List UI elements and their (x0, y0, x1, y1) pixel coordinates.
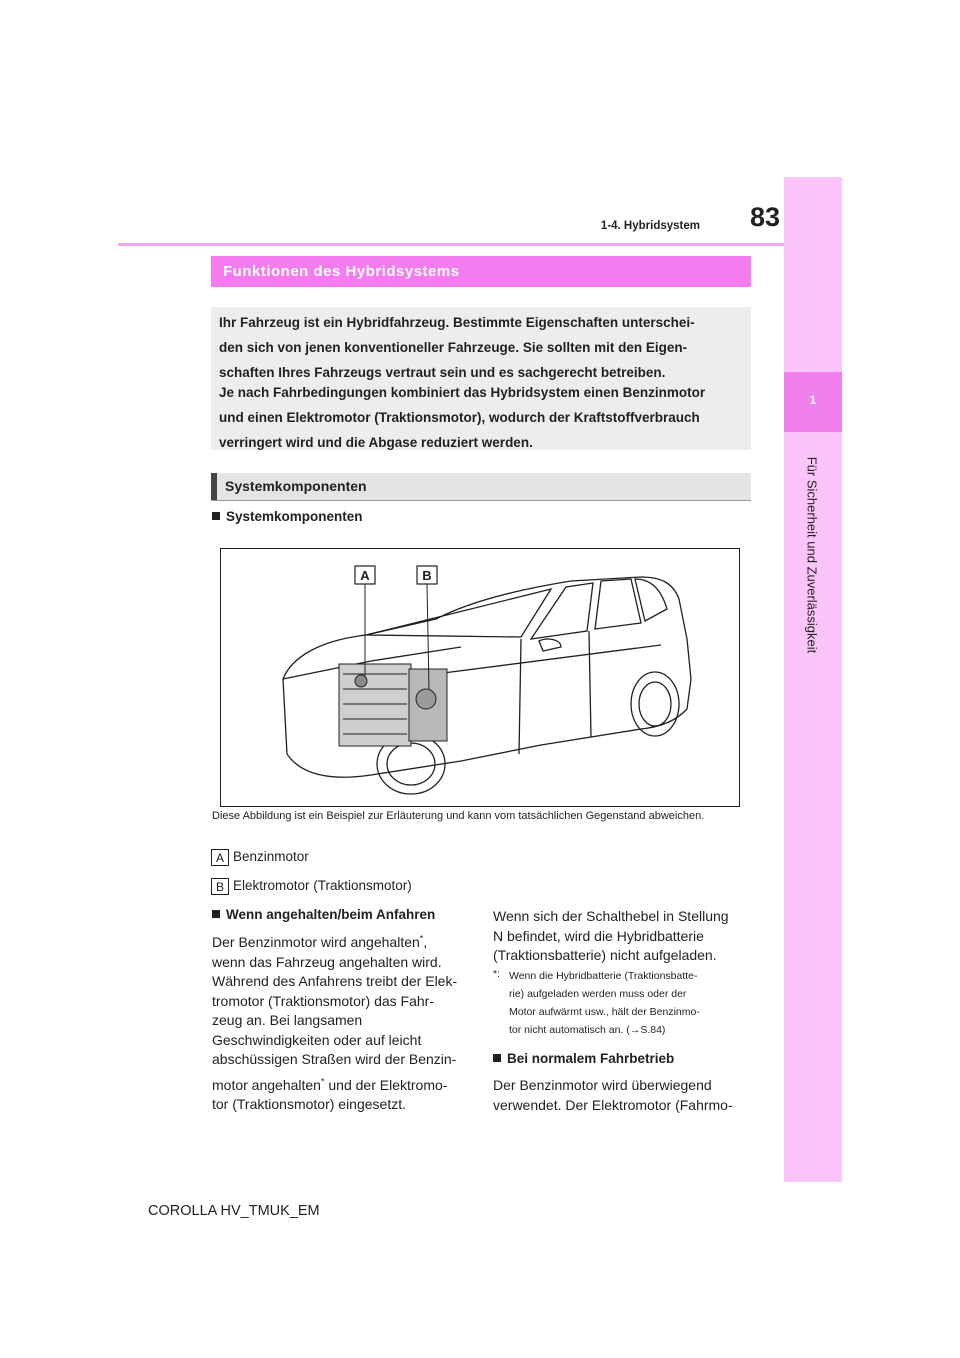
side-tab (784, 177, 842, 1182)
body-comma: , (423, 934, 428, 950)
footnote (493, 967, 753, 1039)
body-line (212, 933, 482, 953)
components-heading-text: Systemkomponenten (225, 478, 367, 494)
intro-line: verringert wird und die Abgase reduziert werden. (219, 435, 533, 450)
intro-line: schaften Ihres Fahrzeugs vertraut sein und es sachgerecht betreiben. (219, 365, 666, 380)
body-line: (Traktionsbatterie) nicht aufgeladen. (493, 947, 717, 963)
legend-key: A (211, 849, 229, 866)
footnote-marker: *: (493, 968, 501, 980)
body-line: zeug an. Bei langsamen (212, 1012, 363, 1028)
body-line-text: motor angehalten (212, 1076, 321, 1093)
chapter-number: 1 (809, 393, 817, 407)
right-body (493, 907, 753, 966)
page-reference[interactable]: S.84) (640, 1024, 666, 1036)
callout-b-label: B (422, 568, 432, 583)
body-line: Während des Anfahrens treibt der Elek- (212, 973, 458, 989)
chapter-title-text: Für Sicherheit und Zuverlässigkeit (804, 456, 820, 654)
body-line-text: und der Elektromo- (328, 1076, 448, 1093)
car-drawing (221, 549, 739, 806)
body-line: Geschwindigkeiten oder auf leicht (212, 1031, 422, 1048)
intro-line: Ihr Fahrzeug ist ein Hybridfahrzeug. Bestimmte Eigenschaften unterschei- (219, 315, 695, 330)
components-heading (211, 473, 751, 501)
normal-heading (493, 1051, 674, 1066)
footnote-mark: * (419, 933, 424, 944)
footnote-line (509, 1021, 753, 1039)
bullet-square-icon (212, 910, 220, 918)
car-illustration (220, 548, 740, 807)
body-line: abschüssigen Straßen wird der Benzin- (212, 1051, 457, 1067)
intro-line: den sich von jenen konventioneller Fahrzeuge. Sie sollten mit den Eigen- (219, 340, 688, 355)
footnote-mark: * (320, 1075, 325, 1086)
footnote-line: Motor aufwärmt usw., hält der Benzinmo- (509, 1006, 700, 1018)
body-line: Der Benzinmotor wird überwiegend (493, 1077, 712, 1093)
header-rule (118, 243, 784, 246)
car-rear-window (595, 579, 641, 629)
hybrid-powertrain (339, 664, 447, 746)
footer-model: COROLLA HV_TMUK_EM (148, 1203, 320, 1219)
stopped-body (212, 933, 482, 1115)
section-title: 1-4. Hybridsystem (600, 220, 700, 232)
arrow-icon: → (629, 1024, 641, 1036)
car-windshield (366, 589, 551, 637)
body-line: tromotor (Traktionsmotor) das Fahr- (212, 992, 434, 1009)
legend-item (211, 878, 412, 898)
body-line: N befindet, wird die Hybridbatterie (493, 927, 704, 944)
footnote-line: Wenn die Hybridbatterie (Traktionsbatte- (509, 970, 698, 982)
body-line: verwendet. Der Elektromotor (Fahrmo- (493, 1096, 733, 1113)
body-line: wenn das Fahrzeug angehalten wird. (212, 953, 442, 970)
body-line: Wenn sich der Schalthebel in Stellung (493, 908, 729, 924)
body-line: tor (Traktionsmotor) eingesetzt. (212, 1096, 406, 1112)
footnote-text: tor nicht automatisch an. ( (509, 1024, 630, 1036)
components-bullet-text: Systemkomponenten (226, 509, 363, 524)
heading-bar (211, 473, 217, 500)
main-heading (211, 256, 751, 287)
footnote-line: rie) aufgeladen werden muss oder der (509, 988, 687, 1000)
components-bullet (212, 509, 363, 524)
intro-line: Je nach Fahrbedingungen kombiniert das Hybridsystem einen Benzinmotor (219, 385, 706, 400)
legend-key: B (211, 878, 229, 895)
normal-heading-text: Bei normalem Fahrbetrieb (507, 1051, 675, 1066)
bullet-square-icon (493, 1054, 501, 1062)
callout-a-label: A (360, 568, 370, 583)
normal-body (493, 1076, 753, 1115)
legend-text: Elektromotor (Traktionsmotor) (233, 878, 412, 894)
stopped-heading-text: Wenn angehalten/beim Anfahren (226, 907, 436, 922)
legend-text: Benzinmotor (233, 849, 309, 865)
body-line-text: Der Benzinmotor wird angehalten (212, 934, 420, 950)
legend-item (211, 849, 309, 869)
figure-caption: Diese Abbildung ist ein Beispiel zur Erläuterung und kann vom tatsächlichen Gegenstand abweichen. (212, 810, 705, 822)
intro-line: und einen Elektromotor (Traktionsmotor), wodurch der Kraftstoffverbrauch (219, 410, 700, 425)
main-heading-text: Funktionen des Hybridsystems (223, 263, 460, 280)
body-line (212, 1076, 482, 1096)
bullet-square-icon (212, 512, 220, 520)
stopped-heading (212, 907, 435, 922)
car-rear-glass (635, 579, 667, 621)
page-number: 83 (749, 202, 780, 232)
intro-box (211, 307, 751, 450)
